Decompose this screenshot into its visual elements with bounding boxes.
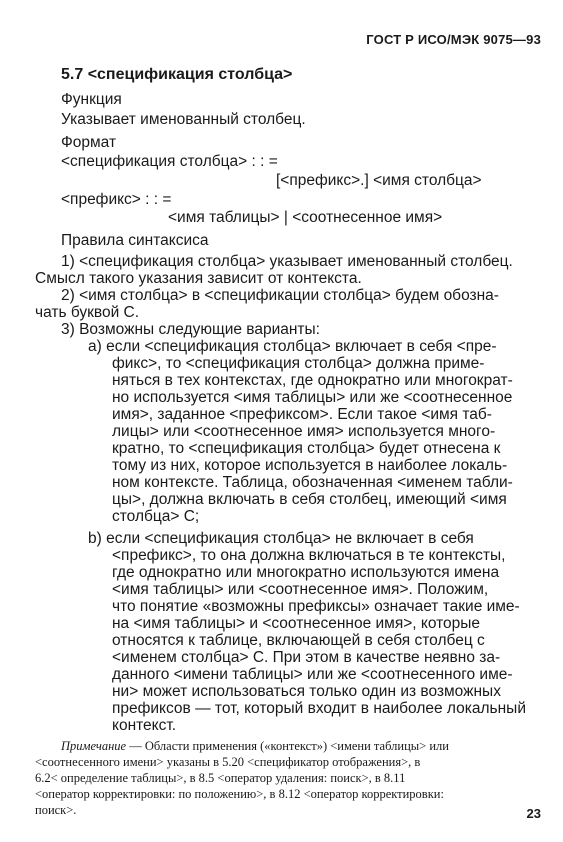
note-line-first bbox=[61, 738, 541, 754]
option-b-line: ни> может использоваться только один из возможных bbox=[112, 683, 501, 700]
option-b-line: на <имя таблицы> и <соотнесенное имя>, которые bbox=[112, 615, 481, 632]
option-a-line: имя>, заданное <префиксом>. Если такое <имя таб- bbox=[112, 406, 492, 423]
option-a-line: тому из них, которое используется в наиболее локаль- bbox=[112, 457, 508, 474]
rule-line: 1) <спецификация столбца> указывает именованный столбец. bbox=[61, 253, 513, 270]
rule-line: Смысл такого указания зависит от контекста. bbox=[35, 270, 362, 287]
format-heading: Формат bbox=[61, 134, 117, 151]
option-b-line: данного <имени таблицы> или же <соотнесенного име- bbox=[112, 666, 513, 683]
option-b-line: <именем столбца> C. При этом в качестве неявно за- bbox=[112, 649, 501, 666]
option-a-line: фикс>, то <спецификация столбца> должна приме- bbox=[112, 355, 485, 372]
option-b-line: <имя таблицы> или <соотнесенное имя>. Положим, bbox=[112, 581, 489, 598]
note-text: — Области применения («контекст») <имени таблицы> или bbox=[129, 739, 449, 753]
note-label: Примечание bbox=[61, 739, 127, 753]
option-a-line: столбца> C; bbox=[112, 508, 200, 525]
option-a-line: a) если <спецификация столбца> включает в себя <пре- bbox=[88, 338, 497, 355]
option-a-line: кратно, то <спецификация столбца> будет отнесена к bbox=[112, 440, 501, 457]
rule-line: чать буквой C. bbox=[35, 304, 140, 321]
option-a-line: няться в тех контекстах, где однократно или многократ- bbox=[112, 372, 513, 389]
option-b-line: <префикс>, то она должна включаться в те контексты, bbox=[112, 547, 506, 564]
note-line: <оператор корректировки: по положению>, в 8.12 <оператор корректировки: bbox=[35, 787, 444, 801]
format-line: <имя таблицы> | <соотнесенное имя> bbox=[168, 209, 443, 226]
option-b-line: где однократно или многократно используются имена bbox=[112, 564, 500, 581]
function-text: Указывает именованный столбец. bbox=[61, 111, 306, 128]
format-line: <спецификация столбца> : : = bbox=[61, 153, 278, 170]
option-b-line: что понятие «возможны префиксы» означает такие име- bbox=[112, 598, 520, 615]
rule-line: 2) <имя столбца> в <спецификации столбца> будем обозна- bbox=[61, 287, 499, 304]
option-a-line: лицы> или <соотнесенное имя> используется много- bbox=[112, 423, 496, 440]
note-line: <соотнесенного имени> указаны в 5.20 <спецификатор отображения>, в bbox=[35, 755, 421, 769]
section-title: 5.7 <спецификация столбца> bbox=[61, 66, 293, 83]
option-a-line: но используется <имя таблицы> или же <соотнесенное bbox=[112, 389, 513, 406]
option-b-line: относятся к таблице, включающей в себя столбец с bbox=[112, 632, 485, 649]
option-a-line: цы>, должна включать в себя столбец, имеющий <имя bbox=[112, 491, 507, 508]
option-b-line: префиксов — тот, который входит в наиболее локальный bbox=[112, 700, 526, 717]
format-line: [<префикс>.] <имя столбца> bbox=[276, 172, 482, 189]
note-line: поиск>. bbox=[35, 803, 77, 817]
option-a-line: ном контексте. Таблица, обозначенная <именем табли- bbox=[112, 474, 513, 491]
rule-line: 3) Возможны следующие варианты: bbox=[61, 321, 320, 338]
function-heading: Функция bbox=[61, 91, 122, 108]
page-number: 23 bbox=[526, 806, 541, 821]
format-line: <префикс> : : = bbox=[61, 191, 172, 208]
syntax-heading: Правила синтаксиса bbox=[61, 232, 209, 249]
option-b-line: b) если <спецификация столбца> не включает в себя bbox=[88, 530, 474, 547]
note-line: 6.2< определение таблицы>, в 8.5 <оператор удаления: поиск>, в 8.11 bbox=[35, 771, 406, 785]
standard-header: ГОСТ Р ИСО/МЭК 9075—93 bbox=[366, 32, 541, 47]
option-b-line: контекст. bbox=[112, 717, 177, 734]
